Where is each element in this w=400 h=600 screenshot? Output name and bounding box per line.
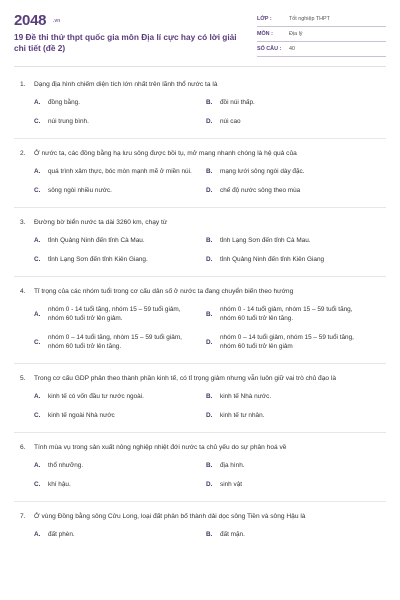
question-text: Tỉ trọng của các nhóm tuổi trong cơ cấu dân số ở nước ta đang chuyển biến theo hướng [34, 288, 294, 295]
header-divider [14, 66, 386, 67]
option-letter: B. [206, 99, 213, 106]
question-divider [14, 207, 386, 208]
answer-option[interactable] [206, 117, 378, 126]
option-letter: A. [34, 99, 41, 106]
option-text: sông ngòi nhiều nước. [48, 187, 112, 194]
question-item [20, 80, 380, 126]
question-divider [14, 138, 386, 139]
option-text: đất mặn. [220, 531, 245, 538]
option-text: khí hậu. [48, 481, 71, 488]
question-divider [14, 432, 386, 433]
answer-option[interactable] [34, 333, 206, 351]
meta-value: 40 [289, 46, 295, 52]
option-text: quá trình xâm thực, bóc mòn mạnh mẽ ở miền núi. [48, 168, 192, 175]
option-letter: C. [34, 118, 41, 125]
answer-option[interactable] [206, 255, 378, 264]
answer-option[interactable] [206, 530, 378, 539]
option-text: mạng lưới sông ngòi dày đặc. [220, 168, 305, 175]
answer-option[interactable] [34, 98, 206, 107]
answer-option[interactable] [206, 186, 378, 195]
exam-meta [257, 12, 386, 57]
meta-label: LỚP : [257, 16, 272, 22]
option-text: nhóm 0 - 14 tuổi giảm, nhóm 15 – 59 tuổi tăng, nhóm 60 tuổi trở lên tăng. [220, 306, 353, 322]
question-item [20, 218, 380, 264]
answer-option[interactable] [34, 411, 206, 420]
question-number: 2. [20, 150, 26, 157]
answer-option[interactable] [34, 530, 206, 539]
page-header [14, 10, 386, 60]
question-divider [14, 501, 386, 502]
option-text: tỉnh Quảng Ninh đến tỉnh Kiên Giang [220, 256, 325, 263]
answer-option[interactable] [206, 167, 378, 176]
meta-row-class [257, 12, 386, 27]
option-text: kinh tế có vốn đầu tư nước ngoài. [48, 393, 144, 400]
answer-option[interactable] [206, 411, 378, 420]
page-title: 19 Đề thi thử thpt quốc gia môn Địa lí cực hay có lời giải chi tiết (đề 2) [14, 32, 237, 53]
answer-option[interactable] [206, 392, 378, 401]
meta-value: Tốt nghiệp THPT [289, 16, 330, 22]
option-text: đất phèn. [48, 531, 75, 538]
answer-option[interactable] [206, 236, 378, 245]
option-letter: A. [34, 168, 41, 175]
option-letter: C. [34, 481, 41, 488]
question-item [20, 287, 380, 351]
option-letter: B. [206, 310, 213, 318]
option-text: sinh vật [220, 481, 243, 488]
meta-label: SỐ CÂU : [257, 46, 282, 52]
option-text: nhóm 0 – 14 tuổi giảm, nhóm 15 – 59 tuổi tăng, nhóm 60 tuổi trở lên giảm [220, 334, 354, 350]
answer-option[interactable] [206, 480, 378, 489]
answer-option[interactable] [34, 236, 206, 245]
question-text: Ở vùng Đồng bằng sông Cửu Long, loại đất phân bố thành dải dọc sông Tiền và sông Hậu là [34, 513, 306, 520]
option-letter: B. [206, 531, 213, 538]
option-text: tỉnh Lạng Sơn đến tỉnh Kiên Giang. [48, 256, 148, 263]
option-text: nhóm 0 – 14 tuổi tăng, nhóm 15 – 59 tuổi giảm, nhóm 60 tuổi trở lên tăng. [48, 334, 182, 350]
question-item [20, 512, 380, 539]
option-letter: D. [206, 187, 213, 194]
option-text: kinh tế tư nhân. [220, 412, 265, 419]
answer-option[interactable] [206, 305, 378, 323]
site-logo-suffix: .vn [53, 18, 61, 24]
question-divider [14, 276, 386, 277]
meta-row-question-count [257, 42, 386, 57]
answer-option[interactable] [34, 461, 206, 470]
question-number: 3. [20, 219, 26, 226]
option-text: đồng bằng. [48, 99, 80, 106]
meta-value: Địa lý [289, 31, 303, 37]
option-text: núi cao [220, 118, 241, 125]
question-text: Ở nước ta, các đồng bằng hạ lưu sông được bồi tụ, mở mang nhanh chóng là hệ quả của [34, 150, 297, 157]
option-letter: C. [34, 256, 41, 263]
option-letter: A. [34, 462, 41, 469]
option-letter: A. [34, 237, 41, 244]
option-letter: C. [34, 187, 41, 194]
option-text: thổ nhưỡng. [48, 462, 84, 469]
option-letter: A. [34, 310, 41, 318]
question-number: 6. [20, 444, 26, 451]
option-letter: C. [34, 338, 41, 346]
question-number: 5. [20, 375, 26, 382]
question-text: Đường bờ biển nước ta dài 3260 km, chạy từ [34, 219, 168, 226]
question-item [20, 443, 380, 489]
answer-option[interactable] [34, 392, 206, 401]
option-text: kinh tế ngoài Nhà nước [48, 412, 115, 419]
option-letter: B. [206, 237, 213, 244]
question-item [20, 149, 380, 195]
answer-option[interactable] [34, 480, 206, 489]
option-letter: C. [34, 412, 41, 419]
option-text: tỉnh Quảng Ninh đến tỉnh Cà Mau. [48, 237, 145, 244]
answer-option[interactable] [34, 255, 206, 264]
option-text: tỉnh Lạng Sơn đến tỉnh Cà Mau. [220, 237, 311, 244]
answer-option[interactable] [206, 98, 378, 107]
answer-option[interactable] [34, 167, 206, 176]
option-text: núi trung bình. [48, 118, 89, 125]
answer-option[interactable] [206, 461, 378, 470]
meta-row-subject [257, 27, 386, 42]
option-text: chế độ nước sông theo mùa [220, 187, 301, 194]
option-letter: B. [206, 462, 213, 469]
answer-option[interactable] [34, 117, 206, 126]
option-text: đồi núi thấp. [220, 99, 255, 106]
option-letter: A. [34, 531, 41, 538]
question-item [20, 374, 380, 420]
option-text: địa hình. [220, 462, 245, 469]
option-letter: D. [206, 338, 213, 346]
answer-option[interactable] [34, 186, 206, 195]
question-list [20, 80, 380, 539]
option-letter: D. [206, 481, 213, 488]
option-letter: A. [34, 393, 41, 400]
option-letter: D. [206, 412, 213, 419]
meta-label: MÔN : [257, 31, 273, 37]
question-text: Trong cơ cấu GDP phân theo thành phần kinh tế, có tỉ trọng giảm nhưng vẫn luôn giữ vai trò chủ đạo là [34, 375, 336, 382]
question-text: Dạng địa hình chiếm diện tích lớn nhất trên lãnh thổ nước ta là [34, 81, 218, 88]
option-text: kinh tế Nhà nước. [220, 393, 272, 400]
option-text: nhóm 0 - 14 tuổi tăng, nhóm 15 – 59 tuổi giảm, nhóm 60 tuổi trở lên giảm. [48, 306, 181, 322]
option-letter: B. [206, 393, 213, 400]
option-letter: D. [206, 256, 213, 263]
answer-option[interactable] [34, 305, 206, 323]
question-divider [14, 363, 386, 364]
option-letter: D. [206, 118, 213, 125]
question-number: 4. [20, 288, 26, 295]
option-letter: B. [206, 168, 213, 175]
question-number: 1. [20, 81, 26, 88]
question-text: Tính mùa vụ trong sản xuất nông nghiệp nhiệt đới nước ta chủ yếu do sự phân hoá về [34, 444, 287, 451]
question-number: 7. [20, 513, 26, 520]
site-logo[interactable]: 2048 [14, 12, 47, 29]
answer-option[interactable] [206, 333, 378, 351]
